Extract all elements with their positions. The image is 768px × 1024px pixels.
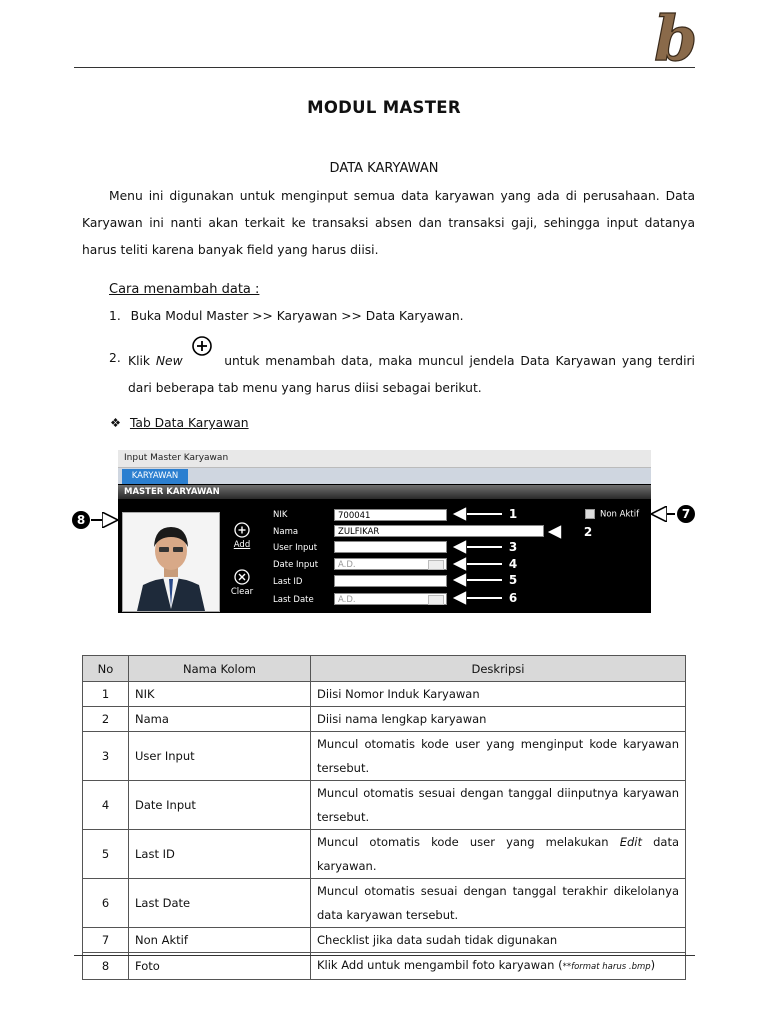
last-date-field[interactable] — [334, 593, 447, 605]
non-aktif-checkbox[interactable] — [585, 509, 639, 520]
cell-no: 8 — [83, 953, 129, 980]
calendar-dropdown-icon[interactable] — [428, 560, 444, 570]
employee-photo — [122, 512, 220, 612]
cell-no: 4 — [83, 781, 129, 830]
table-header-row — [83, 656, 686, 682]
cell-kolom: Last Date — [129, 879, 311, 928]
step-2-number: 2. — [109, 351, 121, 365]
step-2 — [109, 345, 695, 402]
section-bar — [118, 485, 651, 499]
header-deskripsi: Deskripsi — [311, 656, 686, 682]
nik-input[interactable]: 700041 — [334, 509, 447, 521]
window-title: Input Master Karyawan — [124, 453, 229, 463]
cell-desc: Muncul otomatis sesuai dengan tanggal terakhir dikelolanya data karyawan tersebut. — [311, 879, 686, 928]
cell-kolom: Non Aktif — [129, 928, 311, 953]
nama-input[interactable]: ZULFIKAR — [334, 525, 544, 537]
cell-no: 7 — [83, 928, 129, 953]
cell-desc: Diisi Nomor Induk Karyawan — [311, 682, 686, 707]
nama-label: Nama — [273, 527, 299, 537]
marker-2: 2 — [579, 523, 597, 541]
svg-text:b: b — [654, 4, 698, 66]
step-1 — [109, 305, 464, 327]
user-input-label: User Input — [273, 543, 318, 553]
cell-no: 2 — [83, 707, 129, 732]
date-input-label: Date Input — [273, 560, 319, 570]
close-circle-icon — [234, 569, 250, 585]
logo — [650, 4, 700, 66]
user-input-field[interactable] — [334, 541, 447, 553]
cell-kolom: Date Input — [129, 781, 311, 830]
desc-part: ) — [650, 958, 656, 972]
tab-heading-text: Tab Data Karyawan — [129, 416, 249, 430]
cell-desc: Diisi nama lengkap karyawan — [311, 707, 686, 732]
table-row — [83, 732, 686, 781]
intro-paragraph: Menu ini digunakan untuk menginput semua data karyawan yang ada di perusahaan. Data Karyawan ini nanti akan terkait ke transaksi absen dan transaksi gaji, sehingga input datanya harus teliti karena banyak field yang harus diisi. — [82, 189, 695, 257]
cell-no: 1 — [83, 682, 129, 707]
date-input-field[interactable] — [334, 558, 447, 570]
table-row — [83, 879, 686, 928]
table-row — [83, 830, 686, 879]
step-2-text: untuk menambah data, maka muncul jendela Data Karyawan yang terdiri dari beberapa tab menu yang harus diisi sebagai berikut. — [128, 354, 695, 395]
step-2-prefix: Klik — [128, 354, 151, 368]
step-1-text: Buka Modul Master >> Karyawan >> Data Karyawan. — [130, 309, 464, 323]
date-input-value: A.D. — [338, 560, 356, 570]
add-button[interactable] — [229, 522, 255, 550]
tab-karyawan[interactable]: KARYAWAN — [122, 469, 188, 484]
cell-no: 3 — [83, 732, 129, 781]
cell-kolom: User Input — [129, 732, 311, 781]
cell-no: 6 — [83, 879, 129, 928]
step-1-number: 1. — [109, 309, 121, 323]
cell-desc — [311, 830, 686, 879]
table-row — [83, 707, 686, 732]
cell-kolom: Foto — [129, 953, 311, 980]
last-date-value: A.D. — [338, 595, 356, 605]
app-screenshot — [118, 450, 651, 613]
table-row — [83, 781, 686, 830]
cell-kolom: NIK — [129, 682, 311, 707]
desc-part: Muncul otomatis kode user yang melakukan — [317, 835, 609, 849]
page-title: MODUL MASTER — [307, 98, 461, 117]
plus-circle-icon — [234, 522, 250, 538]
how-to-heading: Cara menambah data : — [109, 282, 260, 297]
plus-circle-icon — [190, 336, 214, 356]
new-label: New — [155, 354, 183, 368]
last-id-field[interactable] — [334, 575, 447, 587]
section-subtitle: DATA KARYAWAN — [329, 161, 439, 176]
cell-kolom: Nama — [129, 707, 311, 732]
bottom-rule — [74, 955, 695, 956]
bullet-icon: ❖ — [110, 416, 122, 430]
table-row — [83, 928, 686, 953]
cell-kolom: Last ID — [129, 830, 311, 879]
last-date-label: Last Date — [273, 595, 314, 605]
window-titlebar — [118, 450, 651, 468]
nik-label: NIK — [273, 510, 288, 520]
cell-desc — [311, 953, 686, 980]
calendar-dropdown-icon[interactable] — [428, 595, 444, 605]
cell-no: 5 — [83, 830, 129, 879]
table-row — [83, 953, 686, 980]
header-nama-kolom: Nama Kolom — [129, 656, 311, 682]
tab-heading — [110, 416, 249, 430]
desc-part: data karyawan. — [317, 835, 680, 873]
marker-5: 5 — [504, 571, 522, 589]
clear-button[interactable] — [229, 569, 255, 597]
cell-desc: Muncul otomatis kode user yang menginput kode karyawan tersebut. — [311, 732, 686, 781]
desc-small: **format harus .bmp — [562, 962, 651, 972]
last-id-label: Last ID — [273, 577, 303, 587]
marker-3: 3 — [504, 538, 522, 556]
person-icon — [123, 513, 219, 611]
desc-part: Klik Add untuk mengambil foto karyawan ( — [317, 958, 563, 972]
marker-7: 7 — [677, 505, 695, 523]
table-row — [83, 682, 686, 707]
desc-em: Edit — [619, 835, 642, 849]
cell-desc: Muncul otomatis sesuai dengan tanggal diinputnya karyawan tersebut. — [311, 781, 686, 830]
marker-6: 6 — [504, 589, 522, 607]
marker-8: 8 — [72, 511, 90, 529]
marker-4: 4 — [504, 555, 522, 573]
clear-label: Clear — [230, 587, 254, 597]
top-rule — [74, 67, 695, 68]
header-no: No — [83, 656, 129, 682]
non-aktif-label: Non Aktif — [600, 509, 640, 520]
cell-desc: Checklist jika data sudah tidak digunakan — [311, 928, 686, 953]
marker-1: 1 — [504, 505, 522, 523]
description-table — [82, 655, 686, 980]
checkbox-icon — [585, 509, 595, 519]
section-title: MASTER KARYAWAN — [124, 487, 220, 497]
tab-row — [118, 468, 651, 484]
add-label: Add — [233, 540, 251, 550]
